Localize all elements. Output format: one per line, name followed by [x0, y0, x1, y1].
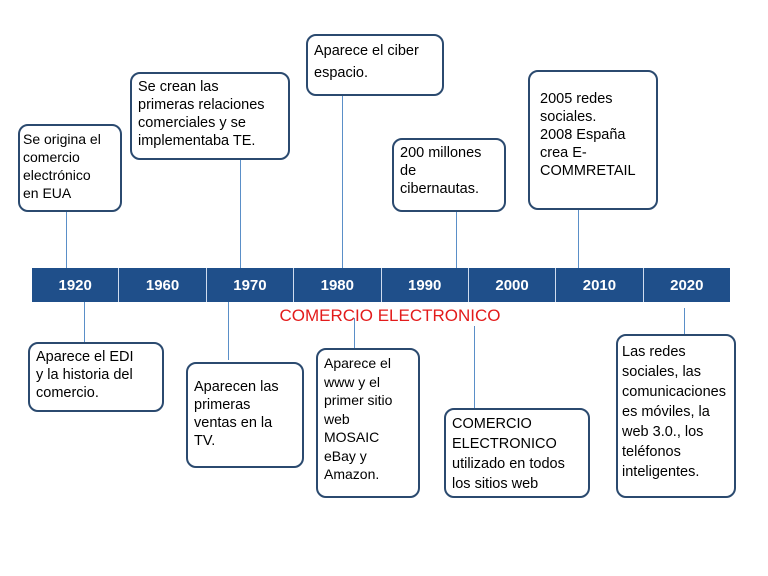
connector-line [578, 210, 579, 268]
year-label: 2010 [556, 268, 643, 302]
event-callout-tv-sales: Aparecen las primeras ventas en la TV. [186, 362, 304, 468]
event-callout-origin: Se origina el comercio electrónico en EUA [18, 124, 122, 212]
connector-line [342, 96, 343, 268]
connector-line [228, 302, 229, 360]
connector-line [456, 212, 457, 268]
event-callout-edi: Aparece el EDI y la historia del comercio. [28, 342, 164, 412]
year-label: 1990 [382, 268, 469, 302]
year-label: 1970 [207, 268, 294, 302]
connector-line [240, 160, 241, 268]
connector-line [66, 210, 67, 268]
event-callout-mobile: Las redes sociales, las comunicaciones es móviles, la web 3.0., los teléfonos inteligentes. [616, 334, 736, 498]
year-label: 2020 [670, 276, 704, 294]
event-callout-ecommerce: COMERCIO ELECTRONICO utilizado en todos los sitios web [444, 408, 590, 498]
event-callout-social-networks: 2005 redes sociales. 2008 España crea E- COMMRETAIL [528, 70, 658, 210]
connector-line [84, 302, 85, 342]
year-label: 1980 [294, 268, 381, 302]
timeline-bar [32, 268, 730, 302]
event-callout-netizens: 200 millones de cibernautas. [392, 138, 506, 212]
year-label: 1960 [119, 268, 206, 302]
event-callout-www: Aparece el www y el primer sitio web MOSAIC eBay y Amazon. [316, 348, 420, 498]
event-callout-cyberspace: Aparece el ciber espacio. [306, 34, 444, 96]
connector-line [684, 308, 685, 334]
timeline-title: COMERCIO ELECTRONICO [279, 306, 501, 325]
year-label: 2000 [469, 268, 556, 302]
connector-line [474, 326, 475, 408]
year-label: 1920 [32, 268, 119, 302]
event-callout-first-relations: Se crean las primeras relaciones comerciales y se implementaba TE. [130, 72, 290, 160]
